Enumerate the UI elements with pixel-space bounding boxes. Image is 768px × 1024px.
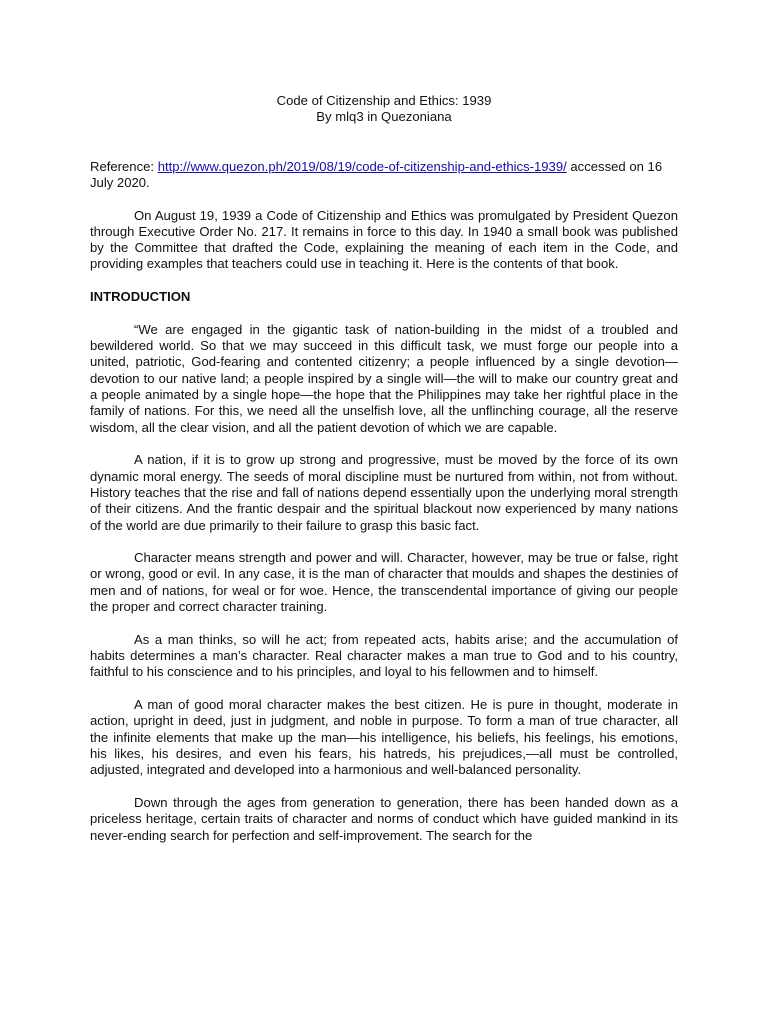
document-page xyxy=(90,93,678,844)
body-paragraph: A nation, if it is to grow up strong and progressive, must be moved by the force of its own dynamic moral energy. The seeds of moral discipline must be nurtured from within, not from without. History teaches that the rise and fall of nations depend essentially upon the underlying moral strength of their citizens. And the frantic despair and the spiritual blackout now experienced by many nations of the world are due primarily to their failure to grasp this basic fact. xyxy=(90,452,678,533)
document-title: Code of Citizenship and Ethics: 1939 xyxy=(276,93,492,108)
document-byline: By mlq3 in Quezoniana xyxy=(316,109,452,125)
body-paragraph: Down through the ages from generation to generation, there has been handed down as a priceless heritage, certain traits of character and norms of conduct which have guided mankind in its never-ending search for perfection and self-improvement. The search for the xyxy=(90,794,678,843)
body-paragraph: “We are engaged in the gigantic task of nation-building in the midst of a troubled and bewildered world. So that we may succeed in this difficult task, we must forge our people into a united, patriotic, God-fearing and contented citizenry; a people influenced by a single devotion—devotion to our native land; a people inspired by a single will—the will to make our country great and a people animated by a single hope—the hope that the Philippines may take her rightful place in the family of nations. For this, we need all the unselfish love, all the unflinching courage, all the reserve wisdom, all the clear vision, and all the patient devotion of which we are capable. xyxy=(90,321,678,435)
title-block xyxy=(90,93,678,126)
reference-line xyxy=(90,159,678,192)
reference-suffix: accessed on 16 July 2020. xyxy=(90,158,663,190)
body-paragraph: A man of good moral character makes the best citizen. He is pure in thought, moderate in action, upright in deed, just in judgment, and noble in purpose. To form a man of true character, all the infinite elements that make up the man—his intelligence, his beliefs, his feelings, his emotions, his likes, his desires, and even his fears, his hatreds, his prejudices,—all must be controlled, adjusted, integrated and developed into a harmonious and well-balanced personality. xyxy=(90,697,678,778)
section-heading: INTRODUCTION xyxy=(90,289,191,305)
body-paragraph: Character means strength and power and will. Character, however, may be true or false, right or wrong, good or evil. In any case, it is the man of character that moulds and shapes the destinies of men and of nations, for weal or for woe. Hence, the transcendental importance of giving our people the proper and correct character training. xyxy=(90,550,678,615)
reference-label: Reference: xyxy=(90,158,158,174)
intro-paragraph: On August 19, 1939 a Code of Citizenship and Ethics was promulgated by President Quezon through Executive Order No. 217. It remains in force to this day. In 1940 a small book was published by the Committee that drafted the Code, explaining the meaning of each item in the Code, and providing examples that teachers could use in teaching it. Here is the contents of that book. xyxy=(90,207,678,272)
reference-link[interactable]: http://www.quezon.ph/2019/08/19/code-of-citizenship-and-ethics-1939/ xyxy=(157,158,567,174)
body-paragraph: As a man thinks, so will he act; from repeated acts, habits arise; and the accumulation of habits determines a man’s character. Real character makes a man true to God and to his country, faithful to his conscience and to his principles, and loyal to his fellowmen and to himself. xyxy=(90,631,678,680)
